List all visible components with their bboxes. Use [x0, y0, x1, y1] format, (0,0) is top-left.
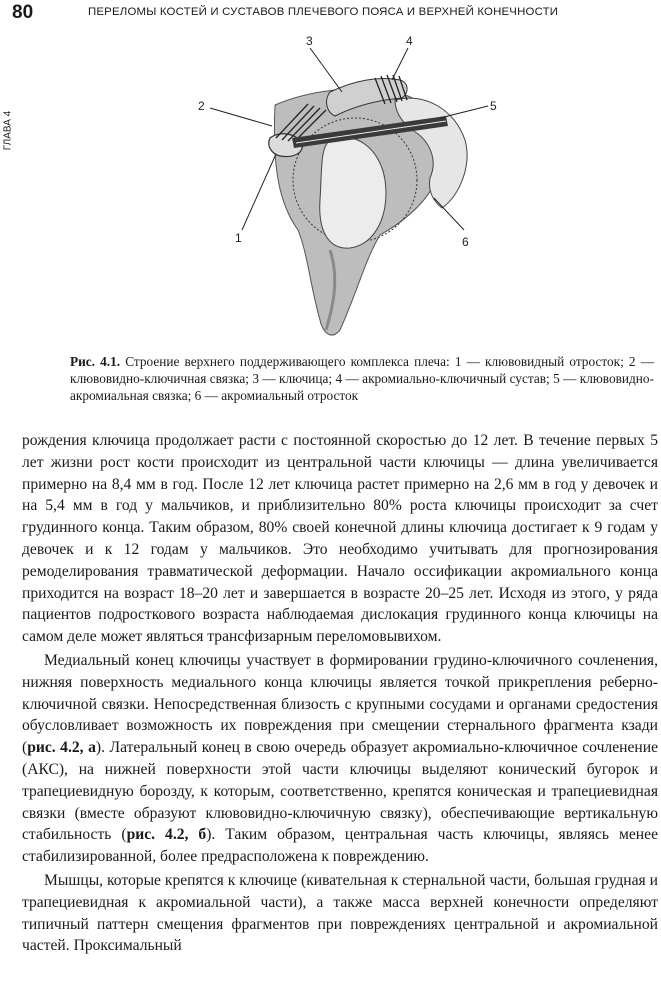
figure-reference-4-2b: рис. 4.2, б	[126, 826, 207, 844]
chapter-tab	[1, 92, 15, 172]
paragraph-2-part-b: ). Латеральный конец в свою очередь образует акромиально-ключичное сочленение (АКС), на нижней поверхности этой части ключицы выделяют конический бугорок и трапециевидную борозду, к которым, соответственно, крепятся коническая и трапециевидная связки (вместе образуют клювовидно-ключичную связку), обеспечивающие вертикальную стабильность (	[22, 739, 658, 844]
paragraph-3: Мышцы, которые крепятся к ключице (кивательная к стернальной части, большая грудная и трапециевидная к акромиальной части), а также масса верхней конечности определяют типичный паттерн смещения фрагментов при повреждениях центральной и акромиальной частей. Проксимальный	[22, 871, 658, 955]
running-title: ПЕРЕЛОМЫ КОСТЕЙ И СУСТАВОВ ПЛЕЧЕВОГО ПОЯСА И ВЕРХНЕЙ КОНЕЧНОСТИ	[88, 6, 559, 18]
paragraph-1: рождения ключица продолжает расти с постоянной скоростью до 12 лет. В течение первых 5 лет жизни рост кости происходит из центральной части ключицы — длина увеличивается примерно на 8,4 мм в год. После 12 лет ключица растет примерно на 2,6 мм в год у девочек и на 5,4 мм в год у мальчиков, и приблизительно 80% роста ключицы происходит за счет грудинного конца. Таким образом, 80% своей конечной длины ключица достигает к 9 годам у девочек и к 12 годам у мальчиков. Это необходимо учитывать для прогнозирования ремоделирования травматической деформации. Начало оссификации акромиального конца приходится на возраст 18–20 лет и завершается в возрасте 20–25 лет. Исходя из этого, у ряда пациентов подросткового возраста наблюдаемая дислокация грудинного конца ключицы на самом деле может являться трансфизарным переломовывихом.	[22, 432, 658, 646]
callout-6: 6	[462, 235, 469, 249]
callout-3: 3	[306, 34, 313, 48]
figure-caption	[70, 353, 654, 404]
caption-label: Рис. 4.1.	[70, 354, 121, 369]
callout-1: 1	[235, 231, 242, 245]
page-number: 80	[12, 2, 34, 23]
paragraph-2-part-a: Медиальный конец ключицы участвует в формировании грудино-ключичного сочленения, нижняя поверхность медиального конца ключицы является точкой прикрепления реберно-ключичной связки. Непосредственная близость с крупными сосудами и органами средостения обусловливает возможность их повреждения при смещении стернального фрагмента кзади (	[22, 651, 658, 757]
caption-text: Строение верхнего поддерживающего комплекса плеча: 1 — клювовидный отросток; 2 — клювовидно-ключичная связка; 3 — ключица; 4 — акромиально-ключичный сустав; 5 — клювовидно-акромиальная связка; 6 — акромиальный отросток	[70, 354, 654, 403]
callout-2: 2	[198, 99, 205, 113]
callout-4: 4	[406, 34, 413, 48]
shoulder-illustration	[180, 30, 510, 350]
chapter-tab-label: ГЛАВА 4	[2, 110, 14, 151]
body-text	[22, 430, 658, 957]
paragraph-2-part-c: ). Таким образом, центральная часть ключицы, являясь менее стабилизированной, более предрасположена к повреждению.	[22, 826, 658, 866]
callout-5: 5	[490, 99, 497, 113]
figure-reference-4-2a: рис. 4.2, а	[27, 739, 96, 757]
shoulder-anatomy-figure	[180, 30, 510, 350]
paragraph-2	[22, 650, 658, 868]
